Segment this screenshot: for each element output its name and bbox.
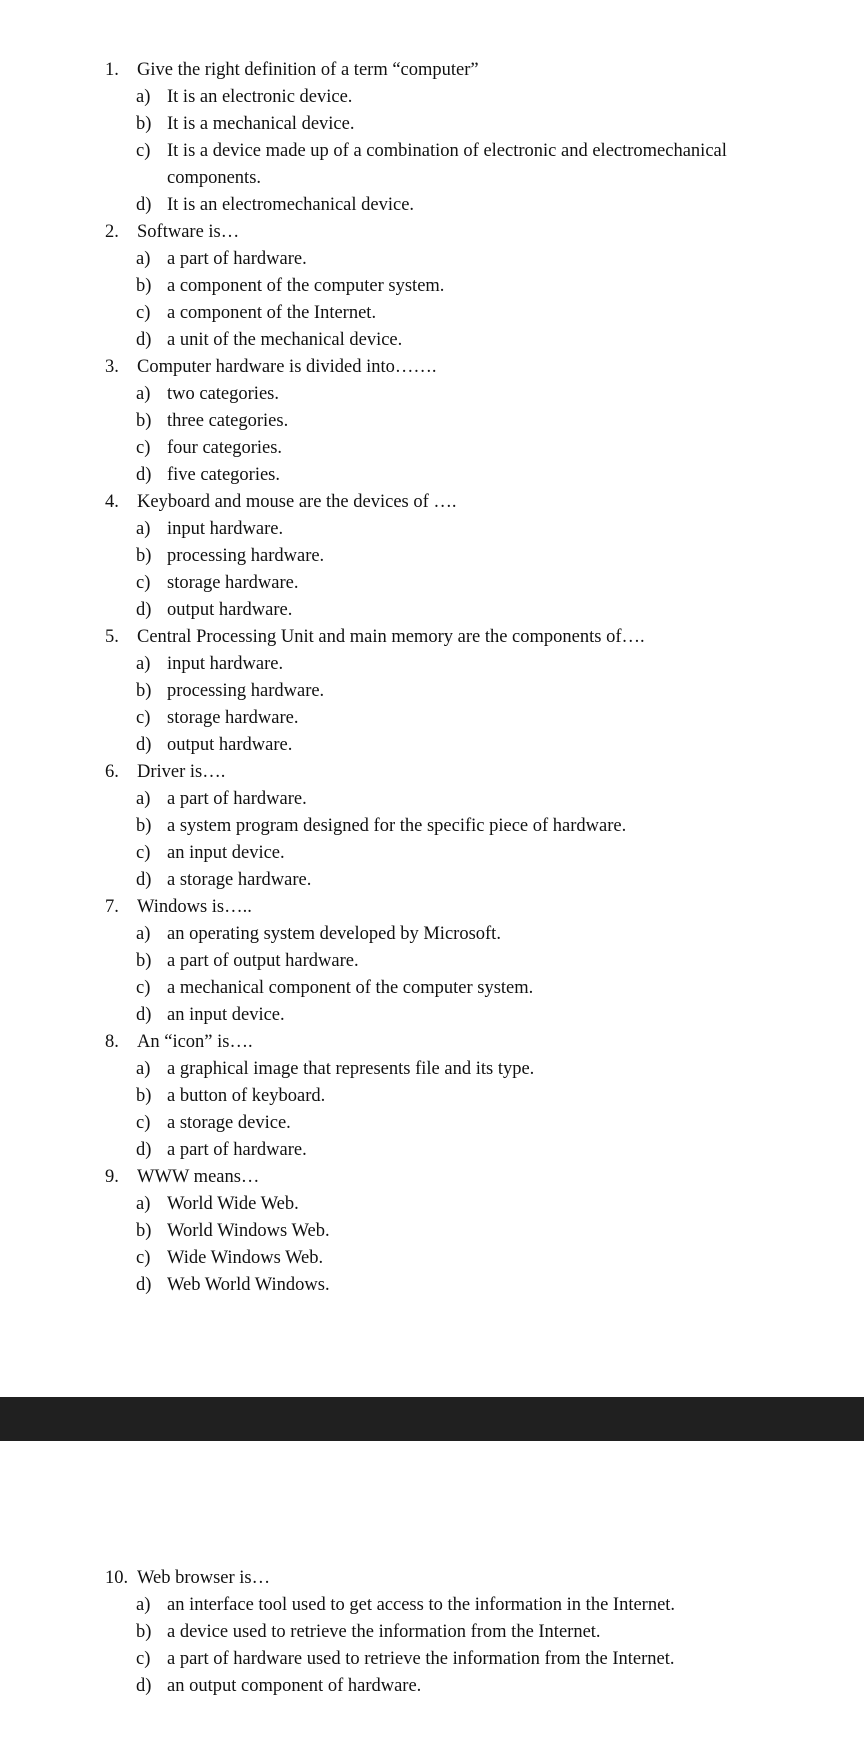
option-letter: c) [136,573,151,593]
option-text: It is a mechanical device. [167,114,355,134]
option-item [136,705,845,732]
question-line [105,759,845,786]
option-item [136,1110,845,1137]
option-text: It is an electronic device. [167,87,353,107]
option-text: an interface tool used to get access to the information in the Internet. [167,1595,676,1615]
option-text: input hardware. [167,654,284,674]
option-letter: b) [136,1221,152,1241]
option-item [136,1083,845,1110]
option-item [136,246,845,273]
option-text: processing hardware. [167,546,325,566]
option-text: It is a device made up of a combination of electronic and electromechanical components. [167,141,727,188]
option-letter: b) [136,411,152,431]
option-item [136,840,845,867]
question-line [105,219,845,246]
option-letter: b) [136,816,152,836]
option-item [136,1137,845,1164]
option-text: a mechanical component of the computer system. [167,978,534,998]
option-text: two categories. [167,384,279,404]
option-list [105,1592,845,1700]
option-text: a component of the Internet. [167,303,377,323]
question-number: 4. [105,492,119,512]
option-letter: c) [136,978,151,998]
option-letter: d) [136,600,152,620]
option-letter: d) [136,330,152,350]
option-text: a component of the computer system. [167,276,445,296]
question-line [105,57,845,84]
question-number: 10. [105,1568,129,1588]
option-item [136,570,845,597]
option-text: an input device. [167,843,285,863]
option-text: an input device. [167,1005,285,1025]
option-text: four categories. [167,438,283,458]
option-text: Web World Windows. [167,1275,330,1295]
option-letter: d) [136,735,152,755]
question-line [105,354,845,381]
option-letter: c) [136,843,151,863]
question-item [105,759,845,894]
question-line [105,489,845,516]
option-list [105,381,845,489]
question-number: 9. [105,1167,119,1187]
option-text: World Windows Web. [167,1221,330,1241]
option-item [136,678,845,705]
question-list [105,57,845,1299]
option-text: a storage hardware. [167,870,312,890]
question-number: 1. [105,60,119,80]
option-item [136,1191,845,1218]
option-text: a device used to retrieve the information from the Internet. [167,1622,601,1642]
question-text: Software is… [137,222,240,242]
option-letter: d) [136,870,152,890]
option-item [136,273,845,300]
option-letter: c) [136,141,151,161]
option-text: a part of hardware. [167,1140,307,1160]
option-letter: a) [136,87,151,107]
option-item [136,1056,845,1083]
option-list [105,516,845,624]
option-text: World Wide Web. [167,1194,299,1214]
option-text: a part of hardware used to retrieve the information from the Internet. [167,1649,675,1669]
option-letter: c) [136,438,151,458]
option-text: an operating system developed by Microsoft. [167,924,501,944]
option-item [136,543,845,570]
option-letter: d) [136,1676,152,1696]
option-text: three categories. [167,411,289,431]
question-line [105,1164,845,1191]
question-number: 3. [105,357,119,377]
question-text: An “icon” is…. [137,1032,253,1052]
option-item [136,1272,845,1299]
question-item [105,1029,845,1164]
question-number: 6. [105,762,119,782]
option-letter: d) [136,1005,152,1025]
option-item [136,1245,845,1272]
option-letter: c) [136,1649,151,1669]
option-item [136,921,845,948]
option-item [136,435,845,462]
option-text: processing hardware. [167,681,325,701]
option-letter: b) [136,681,152,701]
option-item [136,300,845,327]
option-item [136,813,845,840]
option-item [136,597,845,624]
option-letter: b) [136,114,152,134]
question-item [105,1164,845,1299]
document-page-2 [0,1441,864,1743]
option-letter: d) [136,1140,152,1160]
option-letter: d) [136,195,152,215]
option-letter: b) [136,1086,152,1106]
option-item [136,651,845,678]
option-item [136,975,845,1002]
question-list [105,1565,845,1700]
question-item [105,894,845,1029]
option-list [105,651,845,759]
option-letter: c) [136,303,151,323]
question-item [105,1565,845,1700]
option-text: a system program designed for the specific piece of hardware. [167,816,627,836]
option-item [136,1673,845,1700]
option-letter: b) [136,951,152,971]
option-item [136,1002,845,1029]
question-text: Web browser is… [137,1568,271,1588]
option-text: a part of output hardware. [167,951,359,971]
option-item [136,327,845,354]
option-letter: c) [136,1248,151,1268]
option-text: Wide Windows Web. [167,1248,324,1268]
page-break-divider [0,1397,864,1441]
option-letter: a) [136,789,151,809]
question-line [105,1565,845,1592]
option-letter: a) [136,924,151,944]
option-item [136,732,845,759]
question-number: 8. [105,1032,119,1052]
option-letter: a) [136,1059,151,1079]
question-line [105,1029,845,1056]
question-text: Computer hardware is divided into……. [137,357,437,377]
question-text: Give the right definition of a term “computer” [137,60,479,80]
option-text: a part of hardware. [167,249,307,269]
option-letter: d) [136,465,152,485]
option-text: five categories. [167,465,280,485]
option-letter: d) [136,1275,152,1295]
option-text: a unit of the mechanical device. [167,330,403,350]
option-list [105,1056,845,1164]
question-item [105,354,845,489]
option-list [105,84,845,219]
option-letter: a) [136,654,151,674]
option-letter: c) [136,708,151,728]
option-letter: c) [136,1113,151,1133]
option-text: a button of keyboard. [167,1086,326,1106]
question-line [105,624,845,651]
option-item [136,84,845,111]
option-letter: b) [136,546,152,566]
question-item [105,57,845,219]
option-letter: a) [136,1595,151,1615]
option-item [136,381,845,408]
option-list [105,921,845,1029]
option-item [136,408,845,435]
option-list [105,786,845,894]
option-text: storage hardware. [167,573,299,593]
question-number: 2. [105,222,119,242]
option-item [136,1592,845,1619]
option-item [136,867,845,894]
option-letter: b) [136,1622,152,1642]
question-text: Windows is….. [137,897,252,917]
option-text: storage hardware. [167,708,299,728]
option-item [136,786,845,813]
option-item [136,192,845,219]
option-letter: b) [136,276,152,296]
option-item [136,1218,845,1245]
question-text: WWW means… [137,1167,260,1187]
option-text: input hardware. [167,519,284,539]
question-line [105,894,845,921]
option-letter: a) [136,519,151,539]
option-text: an output component of hardware. [167,1676,422,1696]
question-item [105,219,845,354]
option-text: a storage device. [167,1113,291,1133]
question-number: 5. [105,627,119,647]
option-item [136,138,845,192]
option-item [136,948,845,975]
option-text: a part of hardware. [167,789,307,809]
option-letter: a) [136,249,151,269]
question-text: Keyboard and mouse are the devices of …. [137,492,457,512]
question-text: Driver is…. [137,762,226,782]
option-item [136,1619,845,1646]
option-text: output hardware. [167,735,293,755]
question-text: Central Processing Unit and main memory are the components of…. [137,627,645,647]
question-item [105,489,845,624]
question-number: 7. [105,897,119,917]
option-list [105,1191,845,1299]
option-letter: a) [136,1194,151,1214]
option-item [136,1646,845,1673]
option-item [136,462,845,489]
option-text: It is an electromechanical device. [167,195,415,215]
option-item [136,516,845,543]
option-letter: a) [136,384,151,404]
option-item [136,111,845,138]
question-item [105,624,845,759]
option-list [105,246,845,354]
option-text: a graphical image that represents file and its type. [167,1059,535,1079]
option-text: output hardware. [167,600,293,620]
